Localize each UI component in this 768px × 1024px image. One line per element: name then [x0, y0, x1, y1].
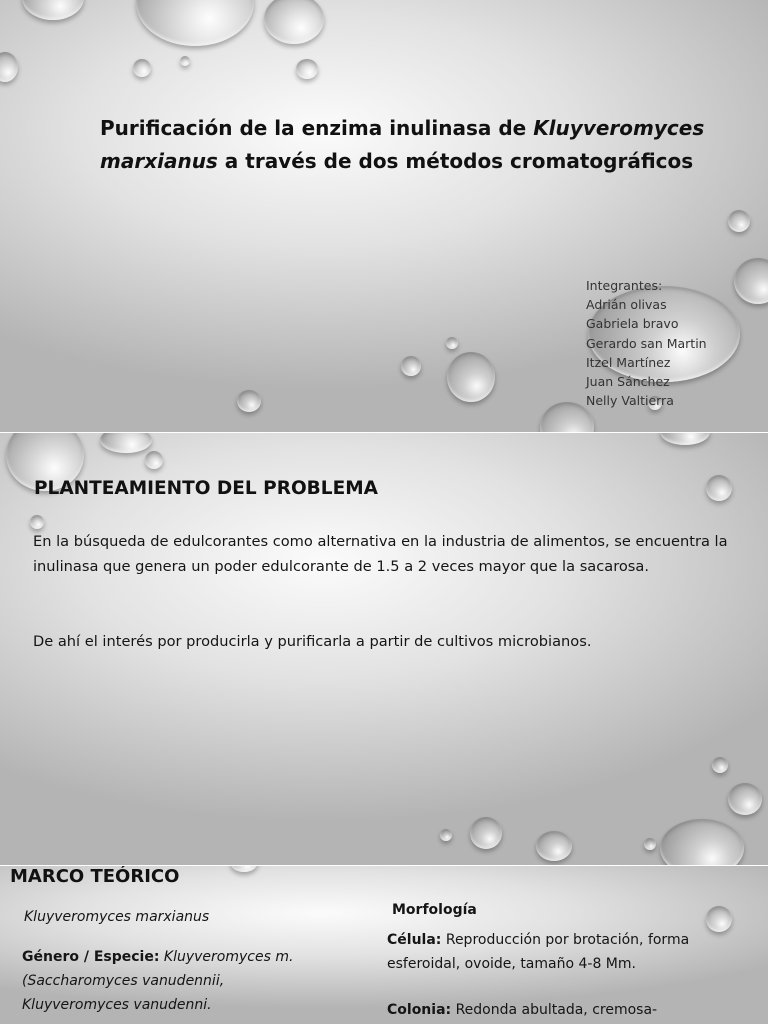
- title-slide: [0, 0, 768, 432]
- water-drop-decoration: [536, 831, 572, 861]
- water-drop-decoration: [133, 59, 151, 77]
- water-drop-decoration: [237, 390, 261, 412]
- morphology-heading: Morfología: [392, 902, 477, 918]
- section-heading: PLANTEAMIENTO DEL PROBLEMA: [34, 478, 378, 499]
- water-drop-decoration: [145, 451, 163, 469]
- water-drop-decoration: [30, 515, 44, 529]
- water-drop-decoration: [728, 210, 750, 232]
- water-drop-decoration: [644, 838, 656, 850]
- member-name: Juan Sánchez: [586, 374, 670, 390]
- water-drop-decoration: [712, 757, 728, 773]
- problem-paragraph: En la búsqueda de edulcorantes como alternativa en la industria de alimentos, se encuentra la inulinasa que genera un poder edulcorante de 1.5 a 2 veces mayor que la sacarosa.: [33, 533, 728, 575]
- water-drop-decoration: [734, 258, 768, 304]
- cell-description: Célula: Reproducción por brotación, forma esferoidal, ovoide, tamaño 4-8 Mm.: [387, 932, 690, 972]
- section-heading: MARCO TEÓRICO: [10, 866, 180, 887]
- water-drop-decoration: [447, 352, 495, 402]
- member-name: Gabriela bravo: [586, 316, 679, 332]
- water-drop-decoration: [136, 0, 254, 46]
- member-name: Gerardo san Martin: [586, 335, 707, 351]
- water-drop-decoration: [660, 433, 710, 445]
- water-drop-decoration: [0, 52, 18, 82]
- water-drop-decoration: [100, 433, 152, 453]
- water-drop-decoration: [230, 866, 258, 872]
- genus-line: Género / Especie: Kluyveromyces m.: [22, 949, 294, 965]
- water-drop-decoration: [296, 59, 318, 79]
- water-drop-decoration: [22, 0, 84, 20]
- water-drop-decoration: [264, 0, 324, 44]
- water-drop-decoration: [440, 829, 452, 841]
- synonyms-line: (Saccharomyces vanudennii,: [22, 973, 225, 989]
- water-drop-decoration: [446, 337, 458, 349]
- theory-slide: [0, 866, 768, 1024]
- water-drop-decoration: [660, 819, 744, 865]
- member-name: Adrián olivas: [586, 297, 667, 313]
- water-drop-decoration: [180, 56, 190, 66]
- colony-description: Colonia: Redonda abultada, cremosa-: [387, 1002, 658, 1018]
- interest-paragraph: De ahí el interés por producirla y purificarla a partir de cultivos microbianos.: [33, 633, 592, 650]
- water-drop-decoration: [401, 356, 421, 376]
- members-list: [586, 276, 707, 410]
- presentation-title: Purificación de la enzima inulinasa de Kluyveromyces marxianus a través de dos métodos cromatográficos: [100, 116, 705, 173]
- problem-statement-slide: [0, 433, 768, 865]
- water-drop-decoration: [706, 475, 732, 501]
- member-name: Itzel Martínez: [586, 354, 671, 370]
- member-name: Nelly Valtierra: [586, 393, 674, 409]
- water-drop-decoration: [470, 817, 502, 849]
- water-drop-decoration: [728, 783, 762, 815]
- species-name: Kluyveromyces marxianus: [24, 909, 210, 925]
- members-label: Integrantes:: [586, 278, 663, 293]
- synonyms-line: Kluyveromyces vanudenni.: [22, 997, 212, 1013]
